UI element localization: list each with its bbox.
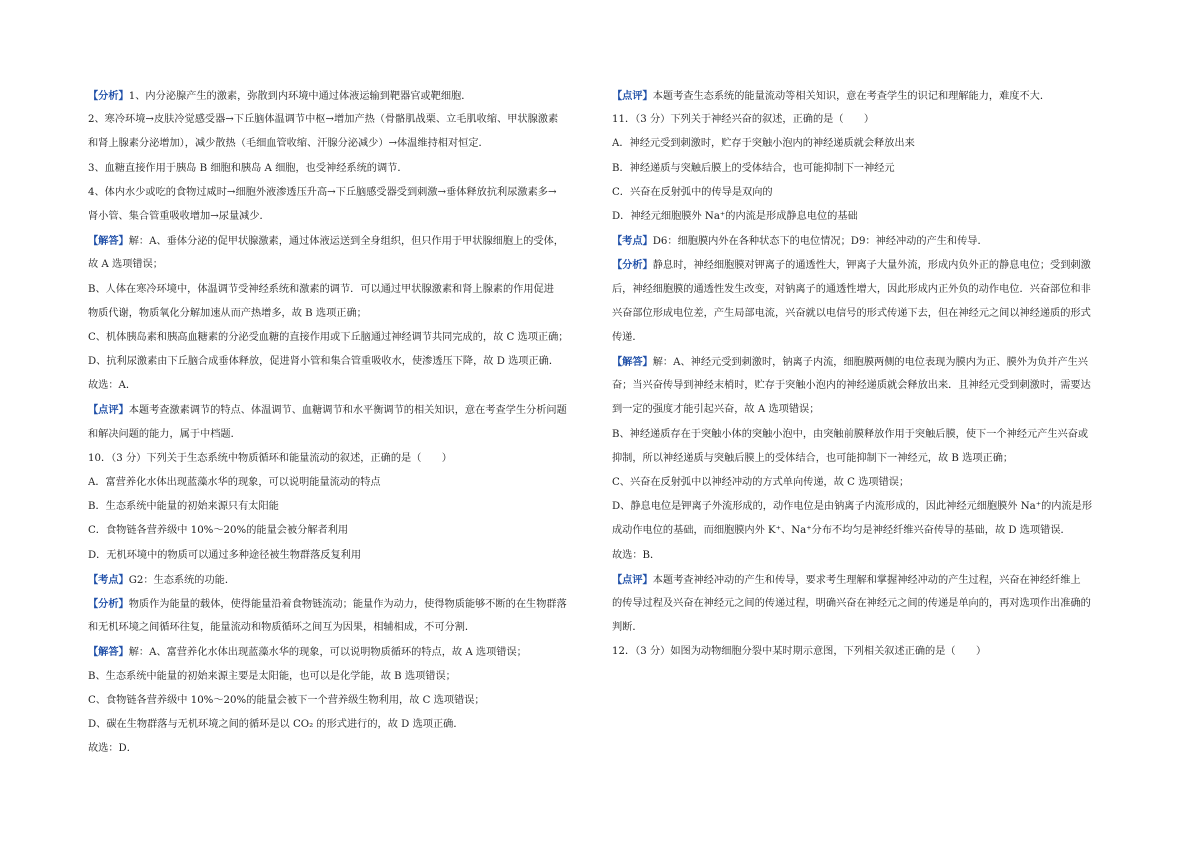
section-tag: 【解答】 bbox=[88, 646, 129, 659]
line-text: D．神经元细胞膜外 Na⁺的内流是形成静息电位的基础 bbox=[612, 210, 858, 222]
text-line bbox=[612, 596, 1132, 612]
text-line bbox=[88, 257, 598, 273]
text-line bbox=[612, 475, 1132, 491]
line-text: 故选：D． bbox=[88, 743, 137, 755]
text-line bbox=[612, 427, 1132, 443]
text-line bbox=[612, 402, 1132, 418]
line-text: 11．（3 分）下列关于神经兴奋的叙述，正确的是（ ） bbox=[612, 114, 875, 126]
text-line bbox=[612, 620, 1132, 636]
line-text: 奋；当兴奋传导到神经末梢时，贮存于突触小泡内的神经递质就会释放出来．且神经元受到刺激时，需要达 bbox=[612, 380, 1091, 392]
annotated-line bbox=[612, 354, 1132, 370]
text-line bbox=[88, 741, 598, 757]
line-text: 4、体内水少或吃的食物过咸时→细胞外液渗透压升高→下丘脑感受器受到刺激→垂体释放抗利尿激素多→ bbox=[88, 186, 557, 198]
line-text: C．食物链各营养级中 10%～20%的能量会被分解者利用 bbox=[88, 525, 349, 537]
line-text: 静息时，神经细胞膜对钾离子的通透性大，钾离子大量外流，形成内负外正的静息电位；受到刺激 bbox=[652, 260, 1091, 272]
line-text: D6：细胞膜内外在各种状态下的电位情况；D9：神经冲动的产生和传导． bbox=[652, 236, 988, 248]
section-tag: 【分析】 bbox=[88, 597, 129, 610]
text-line bbox=[88, 161, 598, 177]
annotated-line bbox=[88, 88, 598, 104]
line-text: 故选：A． bbox=[88, 380, 137, 392]
line-text: 判断． bbox=[612, 622, 643, 634]
annotated-line bbox=[612, 257, 1132, 273]
line-text: 和解决问题的能力，属于中档题． bbox=[88, 428, 241, 440]
text-line bbox=[88, 185, 598, 201]
text-line bbox=[612, 548, 1132, 564]
line-text: B、生态系统中能量的初始来源主要是太阳能，也可以是化学能，故 B 选项错误； bbox=[88, 670, 456, 682]
text-line bbox=[612, 523, 1132, 539]
line-text: 传递． bbox=[612, 331, 643, 343]
line-text: 12．（3 分）如图为动物细胞分裂中某时期示意图，下列相关叙述正确的是（ ） bbox=[612, 646, 987, 658]
annotated-line bbox=[88, 233, 598, 249]
line-text: A．神经元受到刺激时，贮存于突触小泡内的神经递质就会释放出来 bbox=[612, 138, 915, 150]
text-line bbox=[88, 282, 598, 298]
text-line bbox=[88, 693, 598, 709]
line-text: 本题考查激素调节的特点、体温调节、血糖调节和水平衡调节的相关知识，意在考查学生分析问题 bbox=[128, 405, 567, 417]
line-text: C、食物链各营养级中 10%～20%的能量会被下一个营养级生物利用，故 C 选项错误； bbox=[88, 694, 485, 706]
line-text: C．兴奋在反射弧中的传导是双向的 bbox=[612, 186, 773, 198]
text-line bbox=[88, 548, 598, 564]
line-text: 和肾上腺素分泌增加），减少散热（毛细血管收缩、汗腺分泌减少）→体温维持相对恒定． bbox=[88, 138, 489, 150]
line-text: C、机体胰岛素和胰高血糖素的分泌受血糖的直接作用或下丘脑通过神经调节共同完成的，故 C 选项正确； bbox=[88, 331, 569, 343]
line-text: D、抗利尿激素由下丘脑合成垂体释放，促进肾小管和集合管重吸收水，使渗透压下降，故 D 选项正确． bbox=[88, 356, 560, 368]
text-line bbox=[88, 669, 598, 685]
line-text: D、静息电位是钾离子外流形成的，动作电位是由钠离子内流形成的，因此神经元细胞膜外 Na⁺的内流是形 bbox=[612, 501, 1093, 513]
line-text: 物质代谢，物质氧化分解加速从而产热增多，故 B 选项正确； bbox=[88, 307, 367, 319]
line-text: 10．（3 分）下列关于生态系统中物质循环和能量流动的叙述，正确的是（ ） bbox=[88, 452, 452, 464]
section-tag: 【考点】 bbox=[88, 573, 129, 586]
text-line bbox=[88, 136, 598, 152]
section-tag: 【点评】 bbox=[612, 90, 653, 102]
section-tag: 【点评】 bbox=[88, 404, 129, 417]
text-line bbox=[88, 306, 598, 322]
line-text: 的传导过程及兴奋在神经元之间的传递过程，明确兴奋在神经元之间的传递是单向的，再对选项作出准确的 bbox=[612, 597, 1091, 609]
line-text: 故 A 选项错误； bbox=[88, 259, 163, 271]
section-tag: 【解答】 bbox=[88, 235, 129, 248]
text-line bbox=[88, 378, 598, 394]
line-text: G2：生态系统的功能． bbox=[128, 574, 236, 586]
line-text: 解：A、神经元受到刺激时，钠离子内流，细胞膜两侧的电位表现为膜内为正、膜外为负并产生兴 bbox=[652, 357, 1088, 369]
question-stem bbox=[612, 112, 1132, 128]
line-text: B．神经递质与突触后膜上的受体结合，也可能抑制下一神经元 bbox=[612, 162, 895, 174]
text-line bbox=[88, 427, 598, 443]
question-stem bbox=[612, 644, 1132, 660]
annotated-line bbox=[88, 402, 598, 418]
section-tag: 【解答】 bbox=[612, 356, 653, 369]
annotated-line bbox=[612, 233, 1132, 249]
annotated-line bbox=[612, 88, 1132, 104]
text-line bbox=[612, 136, 1132, 152]
text-line bbox=[88, 330, 598, 346]
line-text: 解：A、富营养化水体出现蓝藻水华的现象，可以说明物质循环的特点，故 A 选项错误； bbox=[128, 647, 527, 659]
text-line bbox=[88, 620, 598, 636]
line-text: B．生态系统中能量的初始来源只有太阳能 bbox=[88, 501, 279, 513]
annotated-line bbox=[88, 644, 598, 660]
text-line bbox=[88, 499, 598, 515]
section-tag: 【分析】 bbox=[88, 90, 129, 102]
line-text: 本题考查生态系统的能量流动等相关知识，意在考查学生的识记和理解能力，难度不大． bbox=[652, 91, 1051, 102]
text-line bbox=[88, 523, 598, 539]
line-text: 和无机环境之间循环往复，能量流动和物质循环之间互为因果，相辅相成，不可分割． bbox=[88, 622, 476, 634]
line-text: 后，神经细胞膜的通透性发生改变，对钠离子的通透性增大，因此形成内正外负的动作电位．兴奋部位和非 bbox=[612, 283, 1091, 295]
text-line bbox=[612, 378, 1132, 394]
line-text: 抑制，所以神经递质与突触后膜上的受体结合，也可能抑制下一神经元，故 B 选项正确； bbox=[612, 452, 1014, 464]
line-text: B、神经递质存在于突触小体的突触小泡中，由突触前膜释放作用于突触后膜，使下一个神经元产生兴奋或 bbox=[612, 428, 1089, 440]
line-text: 物质作为能量的载体，使得能量沿着食物链流动；能量作为动力，使得物质能够不断的在生物群落 bbox=[128, 598, 567, 610]
text-line bbox=[612, 161, 1132, 177]
line-text: 肾小管、集合管重吸收增加→尿量减少． bbox=[88, 210, 270, 222]
question-stem bbox=[88, 451, 598, 467]
line-text: 2、寒冷环境→皮肤冷觉感受器→下丘脑体温调节中枢→增加产热（骨骼肌战栗、立毛肌收缩、甲状腺激素 bbox=[88, 114, 559, 126]
line-text: 成动作电位的基础，而细胞膜内外 K⁺、Na⁺分布不均匀是神经纤维兴奋传导的基础，故 D 选项错误． bbox=[612, 525, 1071, 537]
section-tag: 【点评】 bbox=[612, 573, 653, 586]
line-text: 3、血糖直接作用于胰岛 B 细胞和胰岛 A 细胞，也受神经系统的调节． bbox=[88, 162, 408, 174]
text-line bbox=[612, 282, 1132, 298]
text-line bbox=[88, 112, 598, 128]
text-line bbox=[612, 330, 1132, 346]
text-line bbox=[612, 185, 1132, 201]
line-text: 故选：B． bbox=[612, 549, 661, 561]
annotated-line bbox=[612, 572, 1132, 588]
line-text: 兴奋部位形成电位差，产生局部电流，兴奋就以电信号的形式传递下去，但在神经元之间以神经递质的形式 bbox=[612, 307, 1091, 319]
line-text: 1、内分泌腺产生的激素，弥散到内环境中通过体液运输到靶器官或靶细胞． bbox=[128, 91, 472, 102]
right-column bbox=[612, 88, 1132, 669]
left-column bbox=[88, 88, 598, 765]
line-text: C、兴奋在反射弧中以神经冲动的方式单向传递，故 C 选项错误； bbox=[612, 477, 910, 488]
line-text: D．无机环境中的物质可以通过多种途径被生物群落反复利用 bbox=[88, 549, 362, 561]
text-line bbox=[612, 499, 1132, 515]
text-line bbox=[88, 354, 598, 370]
annotated-line bbox=[88, 596, 598, 612]
line-text: D、碳在生物群落与无机环境之间的循环是以 CO₂ 的形式进行的，故 D 选项正确． bbox=[88, 718, 464, 730]
section-tag: 【考点】 bbox=[612, 235, 653, 248]
text-line bbox=[88, 475, 598, 491]
text-line bbox=[612, 306, 1132, 322]
section-tag: 【分析】 bbox=[612, 259, 653, 272]
line-text: 到一定的强度才能引起兴奋，故 A 选项错误； bbox=[612, 404, 820, 416]
text-line bbox=[88, 209, 598, 225]
line-text: A．富营养化水体出现蓝藻水华的现象，可以说明能量流动的特点 bbox=[88, 477, 381, 488]
text-line bbox=[88, 717, 598, 733]
line-text: B、人体在寒冷环境中，体温调节受神经系统和激素的调节．可以通过甲状腺激素和肾上腺素的作用促进 bbox=[88, 283, 554, 295]
annotated-line bbox=[88, 572, 598, 588]
text-line bbox=[612, 451, 1132, 467]
line-text: 本题考查神经冲动的产生和传导，要求考生理解和掌握神经冲动的产生过程，兴奋在神经纤维上 bbox=[652, 574, 1081, 586]
line-text: 解：A、垂体分泌的促甲状腺激素，通过体液运送到全身组织，但只作用于甲状腺细胞上的受体， bbox=[128, 236, 564, 248]
text-line bbox=[612, 209, 1132, 225]
